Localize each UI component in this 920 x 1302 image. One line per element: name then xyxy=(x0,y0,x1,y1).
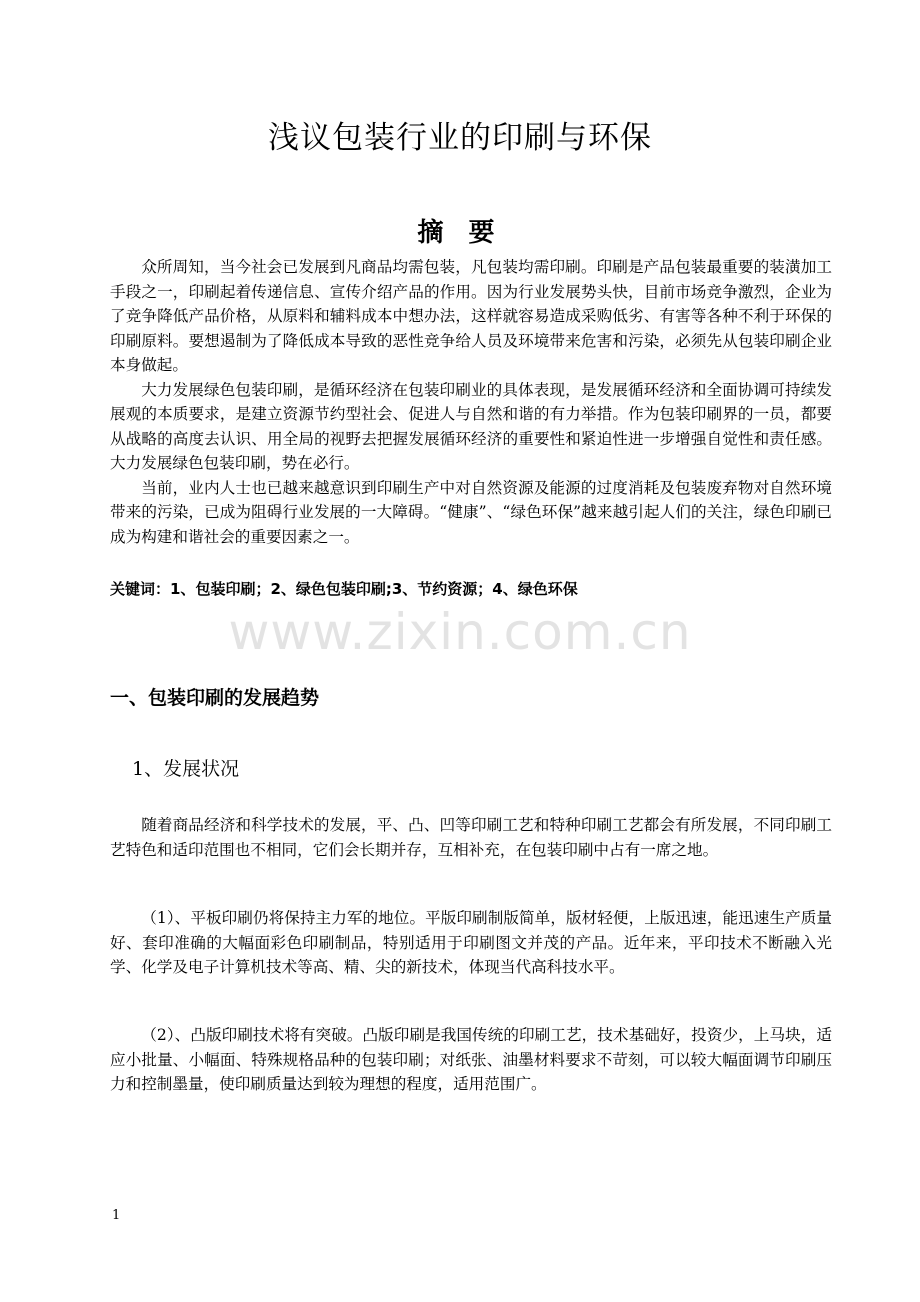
page-number: 1 xyxy=(112,1208,121,1223)
body-paragraph-block xyxy=(110,906,832,980)
abstract-paragraph: 当前，业内人士也已越来越意识到印刷生产中对自然资源及能源的过度消耗及包装废弃物对自然环境带来的污染，已成为阻碍行业发展的一大障碍。“健康”、“绿色环保”越来越引起人们的关注，绿色印刷已成为构建和谐社会的重要因素之一。 xyxy=(110,478,832,546)
abstract-paragraph: 众所周知，当今社会已发展到凡商品均需包装，凡包装均需印刷。印刷是产品包装最重要的装潢加工手段之一，印刷起着传递信息、宣传介绍产品的作用。因为行业发展势头快，目前市场竞争激烈，企业为了竞争降低产品价格，从原料和辅料成本中想办法，这样就容易造成采购低劣、有害等各种不利于环保的印刷原料。要想遏制为了降低成本导致的恶性竞争给人员及环境带来危害和污染，必须先从包装印刷企业本身做起。 xyxy=(110,258,832,374)
body-paragraph: 随着商品经济和科学技术的发展，平、凸、凹等印刷工艺和特种印刷工艺都会有所发展，不同印刷工艺特色和适印范围也不相同，它们会长期并存，互相补充，在包装印刷中占有一席之地。 xyxy=(110,816,832,859)
body-paragraph-block xyxy=(110,813,832,862)
keywords-line: 关键词：1、包装印刷；2、绿色包装印刷;3、节约资源；4、绿色环保 xyxy=(110,580,578,598)
section-heading: 一、包装印刷的发展趋势 xyxy=(110,687,320,709)
document-title: 浅议包装行业的印刷与环保 xyxy=(268,120,652,156)
body-paragraph: （1）、平板印刷仍将保持主力军的地位。平版印刷制版简单，版材轻便，上版迅速，能迅速生产质量好、套印准确的大幅面彩色印刷制品，特别适用于印刷图文并茂的产品。近年来，平印技术不断融入光学、化学及电子计算机技术等高、精、尖的新技术，体现当代高科技水平。 xyxy=(110,909,832,976)
abstract-heading: 摘 要 xyxy=(417,218,503,248)
subsection-heading: 1、发展状况 xyxy=(132,758,240,780)
body-paragraph: （2）、凸版印刷技术将有突破。凸版印刷是我国传统的印刷工艺，技术基础好，投资少，上马块，适应小批量、小幅面、特殊规格品种的包装印刷；对纸张、油墨材料要求不苛刻，可以较大幅面调节印刷压力和控制墨量，使印刷质量达到较为理想的程度，适用范围广。 xyxy=(110,1026,832,1093)
abstract-paragraph: 大力发展绿色包装印刷，是循环经济在包装印刷业的具体表现，是发展循环经济和全面协调可持续发展观的本质要求，是建立资源节约型社会、促进人与自然和谐的有力举措。作为包装印刷界的一员，都要从战略的高度去认识、用全局的视野去把握发展循环经济的重要性和紧迫性进一步增强自觉性和责任感。大力发展绿色包装印刷，势在必行。 xyxy=(110,380,832,472)
abstract-body xyxy=(110,255,832,549)
body-paragraph-block xyxy=(110,1023,832,1097)
watermark-text: www.zixin.com.cn xyxy=(228,603,692,661)
